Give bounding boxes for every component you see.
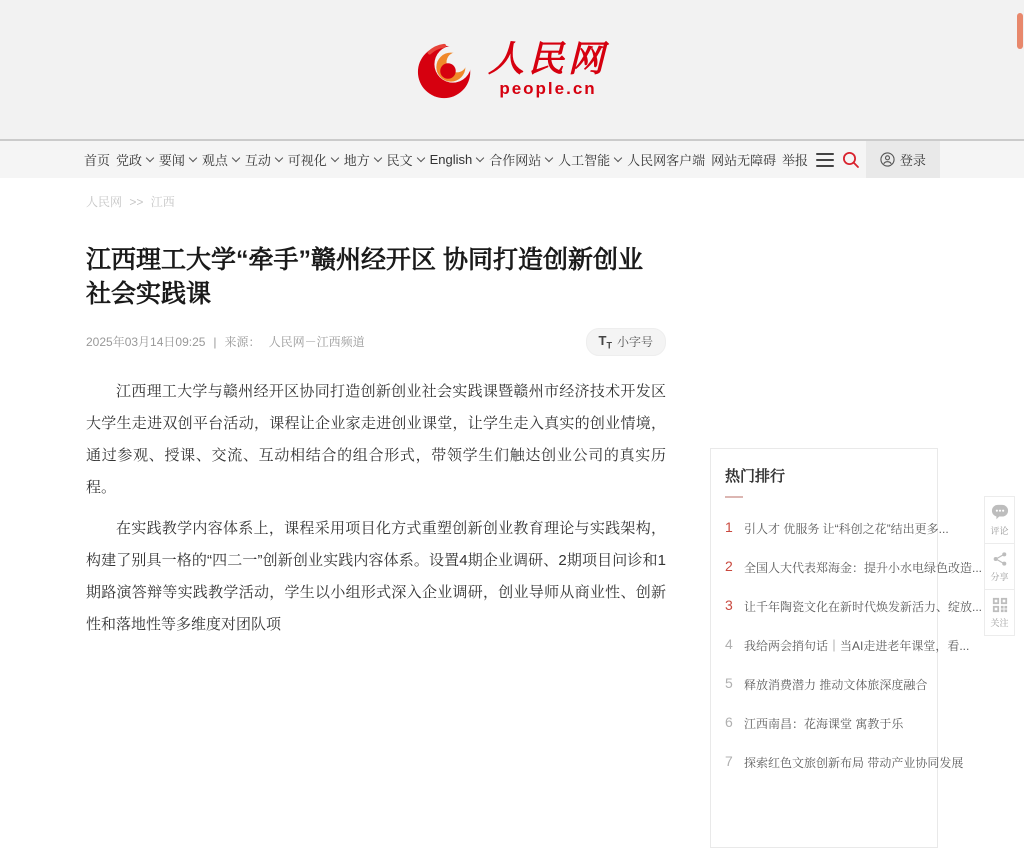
article-meta-row xyxy=(86,328,666,356)
nav-item-keshihua[interactable] xyxy=(288,150,338,169)
chevron-down-icon xyxy=(146,153,154,161)
site-name: 人民网 xyxy=(487,38,608,80)
rank-text: 释放消费潜力 推动文体旅深度融合 xyxy=(744,678,928,692)
breadcrumb-current[interactable]: 江西 xyxy=(150,195,175,209)
people-cn-swirl-icon xyxy=(416,39,478,101)
hot-ranking-title: 热门排行 xyxy=(725,468,786,485)
breadcrumb xyxy=(86,193,1024,210)
chevron-down-icon xyxy=(614,153,622,161)
site-logo[interactable] xyxy=(416,39,608,101)
breadcrumb-root[interactable]: 人民网 xyxy=(86,195,123,209)
nav-item-label: 首页 xyxy=(84,153,111,168)
hot-ranking-panel xyxy=(710,448,983,848)
article xyxy=(86,243,666,641)
rank-number: 3 xyxy=(725,597,733,613)
scrollbar-thumb[interactable] xyxy=(1017,13,1023,49)
article-paragraph: 江西理工大学与赣州经开区协同打造创新创业社会实践课暨赣州市经济技术开发区大学生走进双创平台活动，课程让企业家走进创业课堂，让学生走入真实的创业情境，通过参观、授课、交流、互动相结合的组合形式，带领学生们触达创业公司的真实历程。 xyxy=(86,382,666,496)
list-item[interactable] xyxy=(725,675,928,693)
content-area xyxy=(0,193,1024,770)
font-size-label: 小字号 xyxy=(616,335,653,350)
article-meta xyxy=(86,333,365,350)
nav-item-label: 合作网站 xyxy=(489,153,542,168)
nav-item-label: English xyxy=(429,152,473,167)
nav-item-guandian[interactable] xyxy=(202,150,239,169)
rank-text: 我给两会捎句话｜当AI走进老年课堂，看... xyxy=(744,639,970,653)
nav-item-client[interactable] xyxy=(627,150,705,169)
rank-number: 6 xyxy=(725,714,733,730)
rank-number: 2 xyxy=(725,558,733,574)
site-banner xyxy=(0,0,1024,141)
nav-item-label: 要闻 xyxy=(158,153,185,168)
article-title: 江西理工大学“牵手”赣州经开区 协同打造创新创业社会实践课 xyxy=(86,246,643,308)
nav-item-label: 网站无障碍 xyxy=(711,153,777,168)
user-icon xyxy=(880,152,895,167)
breadcrumb-separator: >> xyxy=(129,195,144,209)
chevron-down-icon xyxy=(373,153,381,161)
title-underline xyxy=(725,496,743,498)
nav-item-label: 举报 xyxy=(782,153,809,168)
list-item[interactable] xyxy=(725,558,983,576)
nav-item-label: 人工智能 xyxy=(558,153,611,168)
nav-item-yaowen[interactable] xyxy=(159,150,196,169)
list-item[interactable] xyxy=(725,636,970,654)
nav-item-accessibility[interactable] xyxy=(711,150,776,169)
chevron-down-icon xyxy=(476,153,484,161)
list-item[interactable] xyxy=(725,597,983,615)
nav-item-hudong[interactable] xyxy=(245,150,282,169)
nav-item-difang[interactable] xyxy=(344,150,381,169)
chevron-down-icon xyxy=(189,153,197,161)
share-icon xyxy=(992,551,1008,567)
nav-item-label: 民文 xyxy=(386,153,413,168)
tool-label: 分享 xyxy=(990,572,1009,582)
rank-text: 江西南昌：花海课堂 寓教于乐 xyxy=(744,717,904,731)
comment-icon xyxy=(991,504,1009,521)
share-button[interactable] xyxy=(985,544,1014,590)
list-item[interactable] xyxy=(725,753,964,771)
chevron-down-icon xyxy=(331,153,339,161)
nav-item-minwen[interactable] xyxy=(387,150,424,169)
font-size-button[interactable] xyxy=(586,328,666,356)
nav-item-dangzheng[interactable] xyxy=(116,150,153,169)
nav-item-english[interactable] xyxy=(430,152,484,167)
font-size-icon: $T_T$ xyxy=(598,333,612,351)
rank-number: 7 xyxy=(725,753,733,769)
source-prefix: 来源： xyxy=(224,335,261,350)
nav-item-hezuo[interactable] xyxy=(489,150,552,169)
chevron-down-icon xyxy=(416,153,424,161)
follow-qrcode-button[interactable] xyxy=(985,590,1014,635)
main-nav xyxy=(0,141,1024,178)
chevron-down-icon xyxy=(275,153,283,161)
logo-text xyxy=(488,40,608,99)
rank-text: 引人才 优服务 让“科创之花”结出更多... xyxy=(744,522,949,536)
rank-text: 探索红色文旅创新布局 带动产业协同发展 xyxy=(744,756,964,770)
list-item[interactable] xyxy=(725,519,949,537)
chevron-down-icon xyxy=(545,153,553,161)
nav-item-label: 党政 xyxy=(115,153,142,168)
menu-hamburger-icon[interactable] xyxy=(814,149,836,171)
search-button[interactable] xyxy=(842,151,860,169)
nav-item-label: 人民网客户端 xyxy=(627,153,706,168)
rank-text: 全国人大代表郑海金：提升小水电绿色改造... xyxy=(744,561,983,575)
nav-item-label: 地方 xyxy=(343,153,370,168)
chevron-down-icon xyxy=(232,153,240,161)
qrcode-icon xyxy=(992,597,1008,613)
login-label: 登录 xyxy=(899,153,926,168)
article-body xyxy=(86,376,666,641)
article-date: 2025年03月14日09:25 xyxy=(86,335,206,350)
article-source-link[interactable]: 人民网－江西频道 xyxy=(268,335,365,350)
rank-number: 4 xyxy=(725,636,733,652)
rank-text: 让千年陶瓷文化在新时代焕发新活力、绽放... xyxy=(744,600,983,614)
article-paragraph: 在实践教学内容体系上，课程采用项目化方式重塑创新创业教育理论与实践架构，构建了别具一格的“四二一”创新创业实践内容体系。设置4期企业调研、2期项目问诊和1期路演答辩等实践教学活动，学生以小组形式深入企业调研，创业导师从商业性、创新性和落地性等多维度对团队项 xyxy=(86,519,666,633)
nav-item-label: 可视化 xyxy=(287,153,327,168)
nav-item-report[interactable] xyxy=(782,150,808,169)
nav-item-ai[interactable] xyxy=(558,150,621,169)
floating-toolbar xyxy=(984,496,1015,636)
tool-label: 关注 xyxy=(990,618,1009,628)
nav-item-home[interactable] xyxy=(84,150,110,169)
comment-button[interactable] xyxy=(985,497,1014,544)
rank-number: 1 xyxy=(725,519,733,535)
main-nav-inner xyxy=(84,141,940,178)
search-icon xyxy=(842,151,860,169)
nav-item-label: 互动 xyxy=(244,153,271,168)
list-item[interactable] xyxy=(725,715,923,732)
nav-item-label: 观点 xyxy=(201,153,228,168)
site-domain: people.cn xyxy=(499,78,597,98)
tool-label: 评论 xyxy=(990,526,1009,536)
meta-divider: | xyxy=(213,334,217,349)
rank-number: 5 xyxy=(725,675,733,691)
login-button[interactable] xyxy=(866,141,940,178)
